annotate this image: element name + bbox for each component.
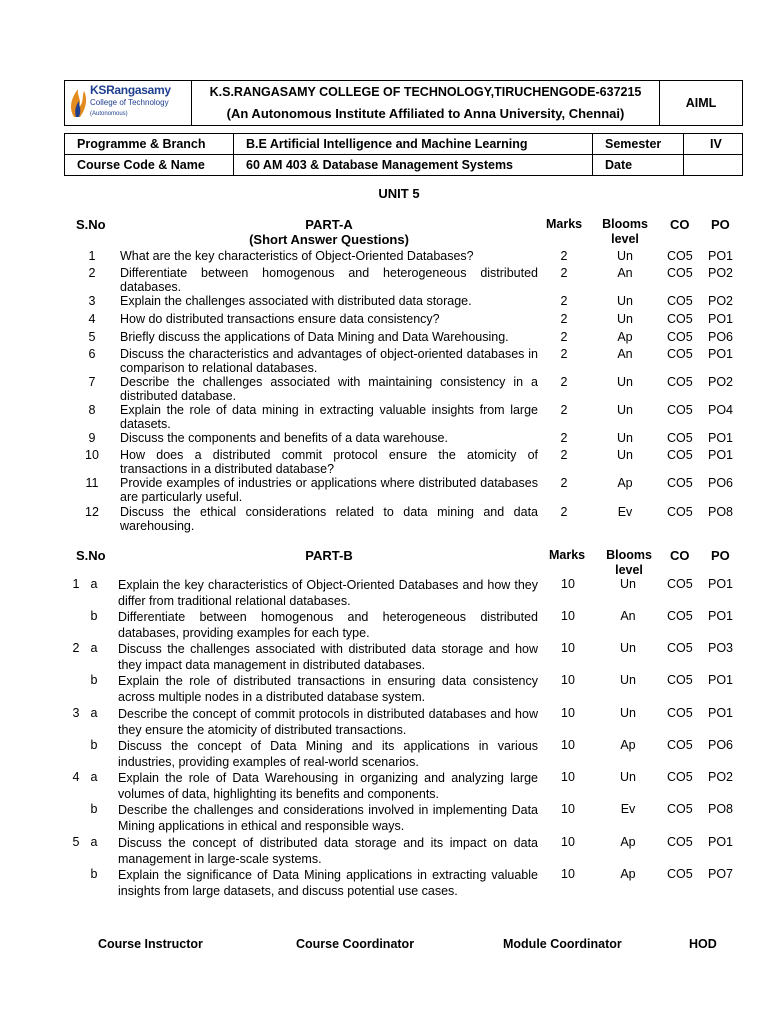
question-po: PO1	[708, 835, 734, 849]
course-label: Course Code & Name	[65, 155, 234, 176]
question-blooms-level: Un	[620, 706, 636, 720]
question-co: CO5	[667, 835, 693, 849]
logo-tag: (Autonomous)	[90, 111, 128, 117]
question-text: Briefly discuss the applications of Data Mining and Data Warehousing.	[120, 330, 509, 344]
part-a-subtitle: (Short Answer Questions)	[249, 232, 409, 247]
question-blooms-level: Ap	[620, 835, 636, 849]
question-text: How does a distributed commit protocol ensure the atomicity of transactions in a distributed database?	[120, 448, 538, 476]
question-text: Explain the significance of Data Mining applications in extracting valuable insights from large datasets, and discuss potential use cases.	[118, 868, 538, 898]
question-sub-label: b	[90, 867, 98, 881]
question-sub-label: a	[90, 770, 98, 784]
question-blooms-level: Un	[620, 641, 636, 655]
question-marks: 2	[560, 431, 568, 445]
question-marks: 2	[560, 266, 568, 280]
question-co: CO5	[667, 476, 693, 490]
college-name: K.S.RANGASAMY COLLEGE OF TECHNOLOGY,TIRUCHENGODE-637215	[209, 85, 642, 99]
question-number: 2	[88, 266, 96, 280]
question-co: CO5	[667, 641, 693, 655]
question-co: CO5	[667, 330, 693, 344]
question-marks: 10	[561, 641, 575, 655]
question-blooms-level: Un	[617, 375, 633, 389]
question-text: Differentiate between homogenous and heterogeneous distributed databases, providing examples for each type.	[118, 610, 538, 640]
question-po: PO2	[708, 770, 734, 784]
question-blooms-level: An	[617, 266, 633, 280]
question-marks: 10	[561, 802, 575, 816]
question-blooms-level: Un	[617, 431, 633, 445]
question-po: PO2	[708, 375, 734, 389]
question-po: PO3	[708, 641, 734, 655]
question-co: CO5	[667, 673, 693, 687]
question-text: Explain the role of data mining in extracting valuable insights from large datasets.	[120, 403, 538, 431]
part-b-sno-header: S.No	[76, 548, 106, 563]
question-marks: 2	[560, 476, 568, 490]
question-blooms-level: Ap	[620, 738, 636, 752]
question-co: CO5	[667, 802, 693, 816]
question-number: 11	[85, 476, 99, 490]
question-blooms-level: Un	[620, 673, 636, 687]
question-po: PO1	[708, 706, 734, 720]
question-marks: 2	[560, 505, 568, 519]
question-blooms-level: Un	[620, 770, 636, 784]
question-number: 10	[85, 448, 99, 462]
question-po: PO2	[708, 294, 734, 308]
question-number: 5	[88, 330, 96, 344]
question-text: Describe the concept of commit protocols in distributed databases and how they ensure the atomicity of distributed transactions.	[118, 707, 538, 737]
programme-info-table	[64, 133, 743, 176]
question-number: 3	[72, 706, 80, 720]
question-blooms-level: Un	[617, 294, 633, 308]
question-po: PO1	[708, 673, 734, 687]
part-a-title	[200, 217, 458, 247]
programme-value: B.E Artificial Intelligence and Machine Learning	[234, 134, 593, 155]
question-po: PO2	[708, 266, 734, 280]
question-sub-label: a	[90, 577, 98, 591]
part-a-marks-header: Marks	[546, 217, 583, 231]
question-blooms-level: Un	[617, 312, 633, 326]
question-marks: 2	[560, 294, 568, 308]
question-blooms-level: An	[620, 609, 636, 623]
question-text: Differentiate between homogenous and heterogeneous distributed databases.	[120, 266, 538, 294]
logo-sub: College of Technology	[90, 98, 169, 107]
date-label: Date	[593, 155, 684, 176]
part-b-title: PART-B	[305, 548, 353, 563]
question-text: Describe the challenges and considerations involved in implementing Data Mining applications in ethical and responsible ways.	[118, 803, 538, 833]
question-po: PO6	[708, 330, 734, 344]
department-label: AIML	[660, 81, 743, 126]
question-co: CO5	[667, 577, 693, 591]
question-blooms-level: Ap	[617, 476, 633, 490]
question-sub-label: b	[90, 609, 98, 623]
part-a-co-header: CO	[670, 217, 690, 232]
part-b-po-header: PO	[711, 548, 730, 563]
question-co: CO5	[667, 431, 693, 445]
question-number: 7	[88, 375, 96, 389]
question-po: PO1	[708, 577, 734, 591]
college-affiliation: (An Autonomous Institute Affiliated to Anna University, Chennai)	[226, 106, 625, 121]
question-marks: 2	[560, 312, 568, 326]
course-value: 60 AM 403 & Database Management Systems	[234, 155, 593, 176]
question-co: CO5	[667, 249, 693, 263]
signature-module-coordinator: Module Coordinator	[503, 937, 622, 951]
question-sub-label: a	[90, 835, 98, 849]
logo-brand: KSRangasamy	[90, 83, 171, 97]
question-po: PO1	[708, 347, 734, 361]
part-a-blooms-header: Blooms level	[602, 217, 648, 246]
question-co: CO5	[667, 403, 693, 417]
date-value	[684, 155, 743, 176]
question-blooms-level: Ev	[620, 802, 636, 816]
question-number: 5	[72, 835, 80, 849]
question-blooms-level: An	[617, 347, 633, 361]
question-blooms-level: Un	[617, 249, 633, 263]
question-co: CO5	[667, 347, 693, 361]
question-co: CO5	[667, 266, 693, 280]
question-text: Explain the challenges associated with distributed data storage.	[120, 294, 472, 308]
question-blooms-level: Un	[620, 577, 636, 591]
question-co: CO5	[667, 505, 693, 519]
part-b-co-header: CO	[670, 548, 690, 563]
question-number: 2	[72, 641, 80, 655]
question-po: PO4	[708, 403, 734, 417]
semester-value: IV	[684, 134, 743, 155]
question-po: PO1	[708, 431, 734, 445]
question-co: CO5	[667, 448, 693, 462]
question-sub-label: b	[90, 673, 98, 687]
college-logo	[66, 83, 178, 123]
college-cell	[192, 81, 660, 126]
question-marks: 10	[561, 706, 575, 720]
question-co: CO5	[667, 312, 693, 326]
question-marks: 2	[560, 249, 568, 263]
question-marks: 10	[561, 867, 575, 881]
part-b-marks-header: Marks	[549, 548, 586, 562]
question-co: CO5	[667, 770, 693, 784]
question-text: Discuss the concept of distributed data storage and its impact on data management in large-scale systems.	[118, 836, 538, 866]
question-text: Explain the key characteristics of Object-Oriented Databases and how they differ from traditional relational databases.	[118, 578, 538, 608]
question-po: PO1	[708, 448, 734, 462]
question-marks: 2	[560, 403, 568, 417]
question-po: PO1	[708, 609, 734, 623]
part-a-po-header: PO	[711, 217, 730, 232]
question-co: CO5	[667, 706, 693, 720]
question-po: PO6	[708, 476, 734, 490]
part-b-blooms-header: Blooms level	[606, 548, 652, 577]
question-po: PO8	[708, 505, 734, 519]
question-co: CO5	[667, 375, 693, 389]
question-sub-label: a	[90, 706, 98, 720]
question-text: Explain the role of Data Warehousing in organizing and analyzing large volumes of data, highlighting its benefits and components.	[118, 771, 538, 801]
question-text: Discuss the challenges associated with distributed data storage and how they impact data management in distributed databases.	[118, 642, 538, 672]
question-marks: 10	[561, 577, 575, 591]
question-sub-label: b	[90, 802, 98, 816]
question-marks: 2	[560, 330, 568, 344]
question-co: CO5	[667, 294, 693, 308]
question-text: Explain the role of distributed transactions in ensuring data consistency across multiple nodes in a distributed database system.	[118, 674, 538, 704]
question-po: PO6	[708, 738, 734, 752]
question-blooms-level: Un	[617, 403, 633, 417]
question-text: What are the key characteristics of Object-Oriented Databases?	[120, 249, 474, 263]
question-po: PO7	[708, 867, 734, 881]
question-number: 9	[88, 431, 96, 445]
question-text: Discuss the ethical considerations related to data mining and data warehousing.	[120, 505, 538, 533]
question-text: Discuss the components and benefits of a data warehouse.	[120, 431, 448, 445]
question-co: CO5	[667, 738, 693, 752]
signature-hod: HOD	[689, 937, 717, 951]
question-po: PO1	[708, 249, 734, 263]
question-marks: 2	[560, 448, 568, 462]
question-marks: 10	[561, 835, 575, 849]
part-a-title-text: PART-A	[305, 217, 353, 232]
question-number: 8	[88, 403, 96, 417]
question-co: CO5	[667, 609, 693, 623]
question-number: 4	[72, 770, 80, 784]
question-text: Provide examples of industries or applications where distributed databases are particularly useful.	[120, 476, 538, 504]
question-sub-label: b	[90, 738, 98, 752]
question-blooms-level: Ev	[617, 505, 633, 519]
question-number: 4	[88, 312, 96, 326]
question-blooms-level: Un	[617, 448, 633, 462]
question-marks: 2	[560, 347, 568, 361]
question-po: PO8	[708, 802, 734, 816]
question-text: Discuss the characteristics and advantages of object-oriented databases in comparison to relational databases.	[120, 347, 538, 375]
question-sub-label: a	[90, 641, 98, 655]
question-po: PO1	[708, 312, 734, 326]
question-number: 6	[88, 347, 96, 361]
question-co: CO5	[667, 867, 693, 881]
question-blooms-level: Ap	[620, 867, 636, 881]
question-marks: 2	[560, 375, 568, 389]
signature-course-instructor: Course Instructor	[98, 937, 203, 951]
programme-label: Programme & Branch	[65, 134, 234, 155]
question-number: 12	[85, 505, 99, 519]
question-blooms-level: Ap	[617, 330, 633, 344]
question-marks: 10	[561, 609, 575, 623]
question-text: Describe the challenges associated with maintaining consistency in a distributed database.	[120, 375, 538, 403]
part-a-sno-header: S.No	[76, 217, 106, 232]
question-number: 1	[88, 249, 96, 263]
question-marks: 10	[561, 738, 575, 752]
semester-label: Semester	[593, 134, 684, 155]
question-number: 3	[88, 294, 96, 308]
signature-course-coordinator: Course Coordinator	[296, 937, 415, 951]
question-text: How do distributed transactions ensure data consistency?	[120, 312, 440, 326]
question-marks: 10	[561, 673, 575, 687]
unit-title: UNIT 5	[378, 186, 420, 201]
question-text: Discuss the concept of Data Mining and its applications in various industries, providing examples of real-world scenarios.	[118, 739, 538, 769]
question-number: 1	[72, 577, 80, 591]
question-marks: 10	[561, 770, 575, 784]
